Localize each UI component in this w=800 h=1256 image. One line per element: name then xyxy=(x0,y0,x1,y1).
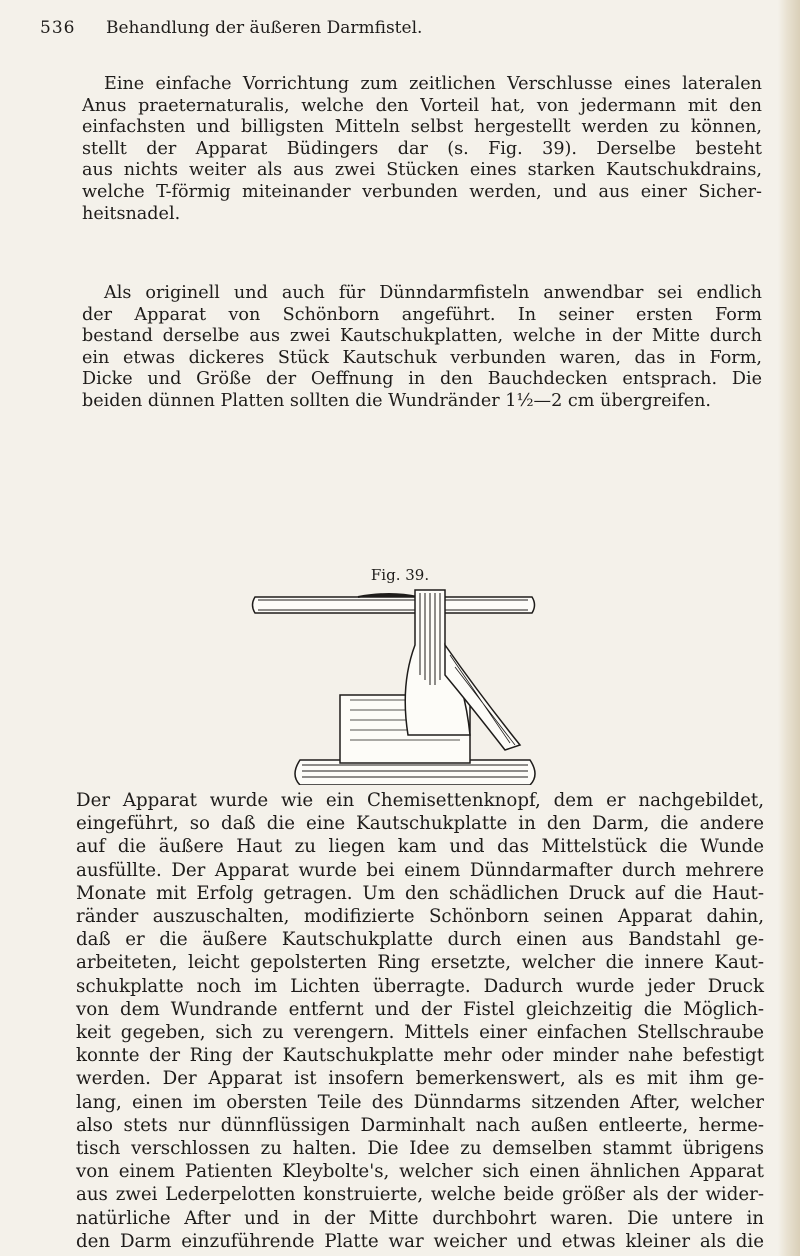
page-header xyxy=(40,10,760,40)
page-number: 536 xyxy=(40,18,76,38)
text-line: den Darm einzuführende Platte war weicher und etwas kleiner als die xyxy=(76,1230,764,1252)
text-line: beiden dünnen Platten sollten die Wundränder 1½—2 cm übergreifen. xyxy=(82,390,712,411)
text-line: aus nichts weiter als aus zwei Stücken eines starken Kautschukdrains, xyxy=(82,160,762,181)
text-line: auf die äußere Haut zu liegen kam und das Mittelstück die Wunde xyxy=(76,836,764,858)
text-line: keit gegeben, sich zu verengern. Mittels einer einfachen Stellschraube xyxy=(76,1022,764,1044)
text-line: ein etwas dickeres Stück Kautschuk verbunden waren, das in Form, xyxy=(82,347,762,368)
text-line: der Apparat von Schönborn angeführt. In seiner ersten Form xyxy=(82,304,762,325)
text-line: werden. Der Apparat ist insofern bemerkenswert, als es mit ihm ge- xyxy=(76,1068,764,1090)
text-line: tisch verschlossen zu halten. Die Idee zu demselben stammt übrigens xyxy=(76,1138,764,1160)
text-line: ausfüllte. Der Apparat wurde bei einem Dünndarmafter durch mehrere xyxy=(76,859,764,881)
text-line: Dicke und Größe der Oeffnung in den Bauchdecken entsprach. Die xyxy=(82,369,762,390)
text-line: stellt der Apparat Büdingers dar (s. Fig. 39). Derselbe besteht xyxy=(82,138,762,159)
text-line: Als originell und auch für Dünndarmfisteln anwendbar sei endlich xyxy=(104,283,762,303)
text-line: ränder auszuschalten, modifizierte Schönborn seinen Apparat dahin, xyxy=(76,906,764,928)
text-line: Monate mit Erfolg getragen. Um den schädlichen Druck auf die Haut- xyxy=(76,882,764,904)
text-line: bestand derselbe aus zwei Kautschukplatten, welche in der Mitte durch xyxy=(82,326,762,347)
running-title: Behandlung der äußeren Darmfistel. xyxy=(106,18,423,38)
text-line: von einem Patienten Kleybolte's, welcher sich einen ähnlichen Apparat xyxy=(76,1161,764,1183)
text-line: heitsnadel. xyxy=(82,203,181,224)
text-line: daß er die äußere Kautschukplatte durch einen aus Bandstahl ge- xyxy=(76,929,764,951)
drain-tube-horizontal xyxy=(253,594,535,613)
text-line: Eine einfache Vorrichtung zum zeitlichen Verschlusse eines lateralen xyxy=(104,74,762,94)
text-line: Anus praeternaturalis, welche den Vorteil hat, von jedermann mit den xyxy=(82,95,762,116)
text-line: natürliche After und in der Mitte durchbohrt waren. Die untere in xyxy=(76,1207,764,1229)
text-line: konnte der Ring der Kautschukplatte mehr oder minder nahe befestigt xyxy=(76,1045,764,1067)
paragraph-buedinger xyxy=(82,74,762,225)
text-line: schukplatte noch im Lichten überragte. Dadurch wurde jeder Druck xyxy=(76,975,764,997)
text-line: von dem Wundrande entfernt und der Fistel gleichzeitig die Möglich- xyxy=(76,998,764,1020)
text-line: welche T-förmig miteinander verbunden werden, und aus einer Sicher- xyxy=(82,181,762,202)
text-line: aus zwei Lederpelotten konstruierte, welche beide größer als der wider- xyxy=(76,1184,764,1206)
figure-39-illustration xyxy=(240,585,540,785)
text-line: lang, einen im obersten Teile des Dünndarms sitzenden After, welcher xyxy=(76,1091,764,1113)
text-line: arbeiteten, leicht gepolsterten Ring ersetzte, welcher die innere Kaut- xyxy=(76,952,764,974)
paragraph-schoenborn xyxy=(82,283,762,413)
paragraph-apparatus xyxy=(76,789,764,1253)
page-edge xyxy=(778,0,800,1256)
text-line: also stets nur dünnflüssigen Darminhalt nach außen entleerte, herme- xyxy=(76,1114,764,1136)
apparatus-t-shaped xyxy=(295,590,535,785)
text-line: Der Apparat wurde wie ein Chemisettenknopf, dem er nachgebildet, xyxy=(76,790,764,811)
text-line: eingeführt, so daß die eine Kautschukplatte in den Darm, die andere xyxy=(76,813,764,835)
text-line: einfachsten und billigsten Mitteln selbst hergestellt werden zu können, xyxy=(82,117,762,138)
figure-caption: Fig. 39. xyxy=(370,566,430,584)
